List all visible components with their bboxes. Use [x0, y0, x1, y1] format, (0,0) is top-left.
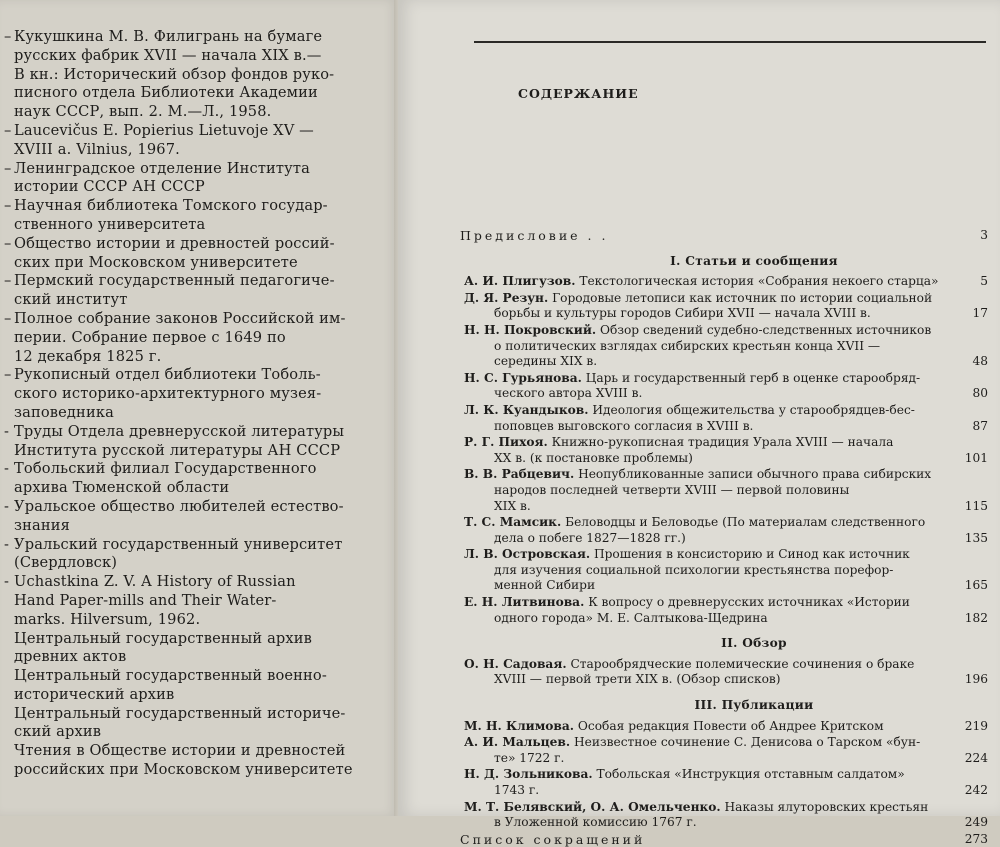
list-dash: –	[4, 234, 12, 252]
list-item	[4, 460, 354, 498]
list-item-line: знания	[14, 516, 70, 534]
toc-author: Н. С. Гурьянова.	[464, 370, 582, 385]
preface-dots: . .	[587, 228, 609, 243]
list-item	[4, 705, 354, 743]
toc-entry-first-line	[464, 435, 944, 451]
toc-title-text: Неизвестное сочинение С. Денисова о Тарском «бун-	[574, 735, 921, 750]
table-of-contents	[460, 228, 988, 847]
page-number: 219	[964, 718, 988, 733]
toc-entry-line: ческого автора XVIII в.	[494, 386, 643, 401]
toc-title-text: Особая редакция Повести об Андрее Критском	[577, 718, 884, 733]
toc-author: М. Н. Климова.	[464, 718, 575, 733]
list-item-line: Рукописный отдел библиотеки Тоболь-	[14, 366, 321, 384]
toc-entry-first-line	[464, 595, 944, 611]
toc-author: Н. Д. Зольникова.	[464, 767, 593, 782]
list-item-line: наук СССР, вып. 2. М.—Л., 1958.	[14, 103, 272, 121]
list-item-line: Центральный государственный историче-	[14, 704, 346, 722]
toc-author: Л. В. Островская.	[464, 547, 591, 562]
list-item-line: Laucevičus E. Popierius Lietuvoje XV —	[14, 121, 314, 139]
toc-author: Р. Г. Пихоя.	[464, 435, 548, 450]
list-item	[4, 630, 354, 668]
list-item-line: Центральный государственный военно-	[14, 667, 327, 685]
list-item-line: Тобольский филиал Государственного	[14, 460, 317, 478]
toc-entry	[464, 595, 988, 626]
list-item-line: Hand Paper-mills and Their Water-	[14, 591, 277, 609]
page-number: 242	[964, 783, 988, 797]
list-item	[4, 122, 354, 160]
toc-title-text: Тобольская «Инструкция отставным салдатом»	[596, 767, 905, 782]
list-item-line: ский архив	[14, 723, 102, 741]
toc-entry-line: менной Сибири	[494, 578, 596, 593]
list-item	[4, 197, 354, 235]
list-item-line: исторический архив	[14, 685, 175, 703]
toc-title-text: Наказы ялуторовских крестьян	[724, 799, 929, 814]
page-number: 165	[964, 578, 988, 593]
toc-entry-line: в Уложенной комиссию 1767 г.	[494, 815, 697, 830]
toc-author: В. В. Рабцевич.	[464, 467, 575, 482]
list-item-line: Труды Отдела древнерусской литературы	[14, 422, 345, 440]
page-number: 196	[964, 672, 988, 687]
list-item-line: (Свердловск)	[14, 554, 118, 572]
list-dash: -	[4, 535, 10, 553]
list-item	[4, 667, 354, 705]
list-dash: –	[4, 121, 12, 139]
toc-entry	[464, 735, 988, 766]
toc-entry-first-line	[464, 291, 944, 307]
toc-author: Е. Н. Литвинова.	[464, 595, 585, 610]
toc-entry-line: те» 1722 г.	[494, 750, 565, 765]
toc-title-text: Неопубликованные записи обычного права сибирских	[578, 467, 932, 482]
list-item	[4, 742, 354, 780]
page-number: 249	[964, 815, 988, 830]
list-item-line: Института русской литературы АН СССР	[14, 441, 341, 459]
toc-title-text: Беловодцы и Беловодье (По материалам следственного	[565, 515, 926, 530]
list-item-line: Кукушкина М. В. Филигрань на бумаге	[14, 28, 323, 45]
toc-author: Л. К. Куандыков.	[464, 402, 589, 417]
toc-entry	[464, 323, 988, 370]
toc-entry-first-line	[464, 467, 944, 483]
toc-entry-line: XIX в.	[494, 498, 531, 513]
list-dash: -	[4, 497, 10, 515]
page-number: 5	[980, 274, 988, 289]
list-dash: –	[4, 272, 12, 290]
list-item-line: перии. Собрание первое с 1649 по	[14, 328, 286, 346]
list-item-line: Уральский государственный университет	[14, 535, 343, 553]
list-dash: –	[4, 159, 12, 177]
toc-entry	[464, 719, 988, 735]
left-page	[0, 0, 398, 816]
toc-entry-first-line	[464, 547, 944, 563]
toc-entry	[464, 403, 988, 434]
list-item-line: ский институт	[14, 291, 128, 309]
section-title: II. Обзор	[721, 636, 787, 651]
list-item-line: российских при Московском университете	[14, 761, 353, 779]
page-number: 182	[964, 610, 988, 625]
page-number: 48	[972, 354, 988, 369]
toc-entry-line: народов последней четверти XVIII — первой половины	[494, 482, 850, 497]
abbreviations-label: Список сокращений	[460, 831, 646, 847]
toc-entry	[464, 547, 988, 594]
toc-entry-first-line	[464, 274, 944, 290]
list-item-line: ственного университета	[14, 215, 206, 233]
list-item	[4, 423, 354, 461]
toc-title-text: Царь и государственный герб в оценке старообряд-	[585, 370, 921, 385]
toc-entry-line: 1743 г.	[494, 783, 540, 797]
toc-entry-line: середины XIX в.	[494, 354, 598, 369]
abbreviations-row	[460, 832, 988, 847]
list-item-line: marks. Hilversum, 1962.	[14, 610, 201, 628]
list-item-line: Uchastkina Z. V. A History of Russian	[14, 573, 296, 591]
list-item	[4, 235, 354, 273]
list-item-line: истории СССР АН СССР	[14, 178, 205, 196]
list-dash: -	[4, 573, 10, 591]
list-item-line: древних актов	[14, 648, 127, 666]
list-item	[4, 366, 354, 422]
page-number: 273	[964, 831, 988, 846]
toc-entry-first-line	[464, 719, 944, 735]
toc-entry-first-line	[464, 403, 944, 419]
page-number: 135	[964, 530, 988, 545]
list-item-line: XVIII a. Vilnius, 1967.	[14, 140, 180, 158]
list-item	[4, 272, 354, 310]
list-dash: -	[4, 460, 10, 478]
toc-author: М. Т. Белявский, О. А. Омельченко.	[464, 799, 721, 814]
toc-entry	[464, 767, 988, 798]
top-rule	[474, 41, 986, 43]
list-item-line: Полное собрание законов Российской им-	[14, 309, 346, 327]
list-dash: –	[4, 366, 12, 384]
toc-entry	[464, 435, 988, 466]
toc-entry-line: борьбы и культуры городов Сибири XVII — начала XVIII в.	[494, 306, 871, 321]
section-title: I. Статьи и сообщения	[670, 253, 838, 268]
list-item-line: заповедника	[14, 403, 114, 421]
toc-entry	[464, 657, 988, 688]
toc-entry-first-line	[464, 323, 944, 339]
list-item-line: ского историко-архитектурного музея-	[14, 385, 322, 403]
toc-entry-line: XVIII — первой трети XIX в. (Обзор списков)	[494, 672, 781, 687]
list-item-line: Уральское общество любителей естество-	[14, 497, 344, 515]
section-title: III. Публикации	[694, 698, 814, 713]
toc-entry-first-line	[464, 515, 944, 531]
list-item-line: русских фабрик XVII — начала XIX в.—	[14, 46, 322, 64]
toc-author: Н. Н. Покровский.	[464, 322, 597, 337]
toc-title-text: Городовые летописи как источник по истории социальной	[552, 290, 933, 305]
page-number: 224	[964, 750, 988, 765]
list-dash: -	[4, 422, 10, 440]
toc-entry-line: дела о побеге 1827—1828 гг.)	[494, 530, 686, 545]
toc-title-text: К вопросу о древнерусских источниках «Истории	[588, 595, 910, 610]
list-item	[4, 28, 354, 122]
list-dash: –	[4, 197, 12, 215]
toc-title-text: Идеология общежительства у старообрядцев-бес-	[592, 402, 915, 417]
preface-row	[460, 228, 988, 244]
list-item	[4, 536, 354, 574]
toc-entry	[464, 274, 988, 290]
toc-entry-line: XX в. (к постановке проблемы)	[494, 450, 693, 465]
list-item-line: Ленинградское отделение Института	[14, 159, 310, 177]
list-item-line: Научная библиотека Томского государ-	[14, 197, 328, 215]
list-item-line: Общество истории и древностей россий-	[14, 234, 335, 252]
toc-author: Д. Я. Резун.	[464, 290, 549, 305]
page-number: 17	[972, 306, 988, 321]
toc-title-text: Книжно-рукописная традиция Урала XVIII — начала	[551, 435, 894, 450]
toc-entry-line: о политических взглядах сибирских крестьян конца XVII —	[494, 338, 881, 353]
list-item-line: писного отдела Библиотеки Академии	[14, 84, 318, 102]
page-number: 80	[972, 386, 988, 401]
toc-entry-first-line	[464, 800, 944, 816]
list-item	[4, 573, 354, 629]
preface-label: Предисловие	[460, 228, 581, 243]
toc-entry-line: для изучения социальной психологии крестьянства порефор-	[494, 562, 894, 577]
list-item-line: В кн.: Исторический обзор фондов руко-	[14, 65, 335, 83]
toc-entry-first-line	[464, 657, 944, 673]
page-number: 3	[980, 228, 988, 242]
page-number: 87	[972, 418, 988, 433]
toc-author: О. Н. Садовая.	[464, 656, 567, 671]
list-item	[4, 498, 354, 536]
toc-author: А. И. Плигузов.	[464, 274, 576, 289]
list-dash: –	[4, 309, 12, 327]
toc-entry-line: поповцев выговского согласия в XVIII в.	[494, 418, 754, 433]
list-item-line: Чтения в Обществе истории и древностей	[14, 742, 346, 760]
toc-entry	[464, 371, 988, 402]
toc-author: Т. С. Мамсик.	[464, 515, 562, 530]
list-item	[4, 310, 354, 366]
list-item-line: ских при Московском университете	[14, 253, 298, 271]
toc-title-text: Обзор сведений судебно-следственных источников	[599, 322, 932, 337]
list-item	[4, 160, 354, 198]
list-dash: –	[4, 28, 12, 45]
toc-entry	[464, 800, 988, 831]
page-number: 115	[964, 498, 988, 513]
toc-entry	[464, 467, 988, 514]
list-item-line: 12 декабря 1825 г.	[14, 347, 162, 365]
toc-heading: СОДЕРЖАНИЕ	[518, 86, 639, 101]
list-item-line: архива Тюменской области	[14, 479, 230, 497]
toc-entry-line: одного города» М. Е. Салтыкова-Щедрина	[494, 610, 768, 625]
toc-author: А. И. Мальцев.	[464, 735, 571, 750]
toc-entry-first-line	[464, 371, 944, 387]
toc-entry-first-line	[464, 767, 944, 783]
list-item-line: Пермский государственный педагогиче-	[14, 272, 335, 290]
toc-entry-first-line	[464, 735, 944, 751]
toc-entry	[464, 291, 988, 322]
abbreviation-list	[4, 28, 354, 780]
toc-entry	[464, 515, 988, 546]
toc-title-text: Старообрядческие полемические сочинения о браке	[570, 656, 915, 671]
toc-title-text: Прошения в консисторию и Синод как источник	[594, 547, 910, 562]
toc-title-text: Текстологическая история «Собрания некоего старца»	[579, 274, 939, 289]
page-number: 101	[964, 450, 988, 465]
list-item-line: Центральный государственный архив	[14, 629, 313, 647]
